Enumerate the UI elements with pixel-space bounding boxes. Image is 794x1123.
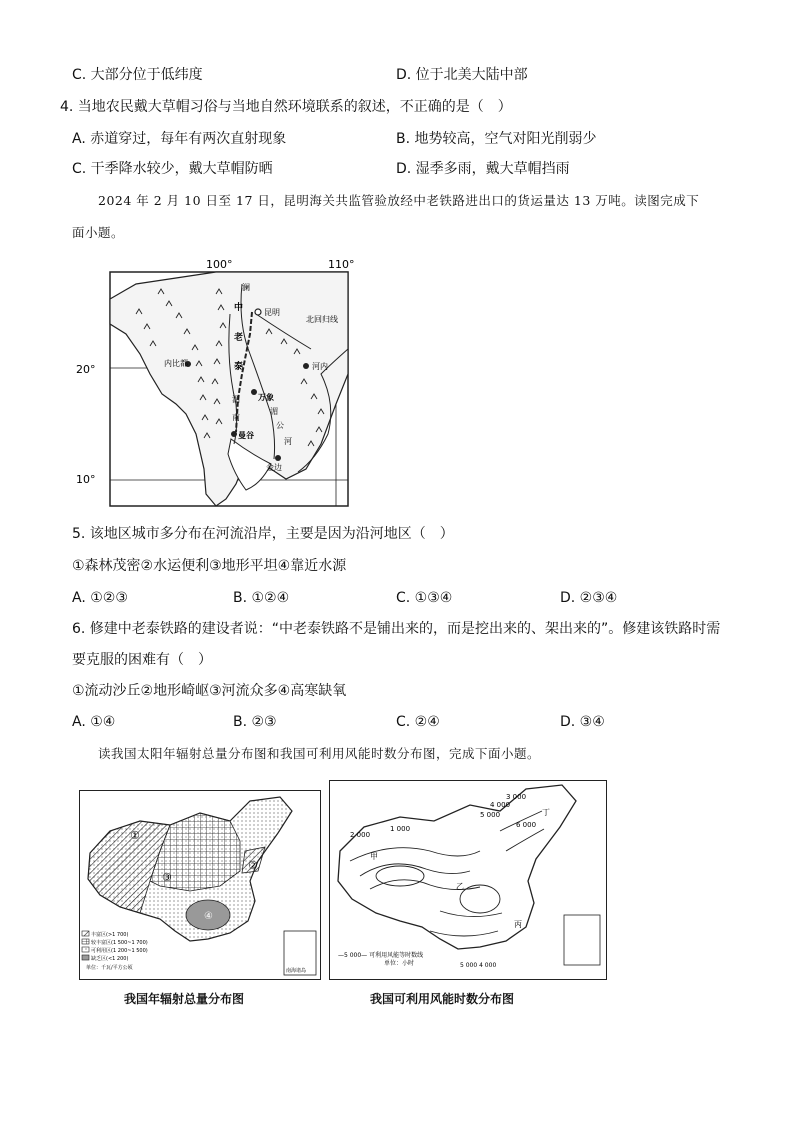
lon-100-label: 100° [206, 258, 233, 271]
wind-label-yi: 乙 [456, 882, 464, 891]
intro-paragraph-2: 读我国太阳年辐射总量分布图和我国可利用风能时数分布图，完成下面小题。 [98, 746, 541, 761]
legend-poor: 缺乏区(<1 200) [91, 956, 129, 962]
bangkok-label: 曼谷 [238, 431, 254, 440]
wind-label-5000-a: 5 000 [480, 811, 501, 819]
q5-option-d: D. ②③④ [560, 590, 618, 606]
wind-label-1000: 1 000 [390, 825, 411, 833]
solar-region-1: ① [130, 829, 140, 842]
naypyidaw-label: 内比都 [164, 359, 188, 368]
wind-label-ding: 丁 [542, 808, 550, 817]
intro-paragraph-1-line2: 面小题。 [72, 225, 125, 240]
tropic-label: 北回归线 [306, 315, 338, 324]
china-label: 中 [234, 303, 244, 313]
q6-option-b: B. ②③ [233, 714, 277, 730]
wind-bottom-values: 5 000 4 000 [460, 962, 497, 969]
q4-option-c: C. 干季降水较少，戴大草帽防晒 [72, 161, 273, 177]
solar-map-caption: 我国年辐射总量分布图 [124, 992, 245, 1006]
q6-items: ①流动沙丘②地形崎岖③河流众多④高寒缺氧 [72, 683, 347, 699]
lat-10-label: 10° [76, 473, 96, 486]
wind-unit: 单位：小时 [384, 960, 415, 967]
lat-20-label: 20° [76, 363, 96, 376]
wind-inset [564, 915, 600, 965]
q6-option-c: C. ②④ [396, 714, 440, 730]
q4-stem: 4. 当地农民戴大草帽习俗与当地自然环境联系的叙述，不正确的是（ ） [60, 99, 512, 115]
q6-option-a: A. ①④ [72, 714, 116, 730]
vientiane-label: 万象 [258, 393, 274, 402]
solar-region-3: ③ [162, 871, 172, 884]
southeast-asia-map [66, 254, 366, 512]
legend-fairly-rich: 较丰富区(1 500~1 700) [91, 940, 148, 946]
q3-option-c: C. 大部分位于低纬度 [72, 67, 203, 83]
q3-option-d: D. 位于北美大陆中部 [396, 67, 528, 83]
phnompenh-label: 金边 [266, 463, 282, 472]
legend-rich: 丰富区(>1 700) [91, 932, 129, 938]
q5-option-a: A. ①②③ [72, 590, 128, 606]
wind-label-6000: 6 000 [516, 821, 537, 829]
q4-option-b: B. 地势较高，空气对阳光削弱少 [396, 131, 597, 147]
kunming-label: 昆明 [264, 308, 280, 317]
wind-label-4000-a: 4 000 [490, 801, 511, 809]
solar-unit: 单位：千瓦/平方公顷 [86, 965, 133, 971]
q4-option-a: A. 赤道穿过，每年有两次直射现象 [72, 131, 287, 147]
mekong-label-3: 河 [284, 437, 292, 446]
q5-items: ①森林茂密②水运便利③地形平坦④靠近水源 [72, 558, 347, 574]
wind-label-bing: 丙 [514, 920, 522, 929]
wind-map-caption: 我国可利用风能时数分布图 [370, 992, 515, 1006]
wind-label-2000: 2 000 [350, 831, 371, 839]
intro-paragraph-1-line1: 2024 年 2 月 10 日至 17 日，昆明海关共监管验放经中老铁路进出口的货运量达 13 万吨。读图完成下 [98, 193, 700, 208]
solar-legend [82, 931, 148, 971]
q4-option-d: D. 湿季多雨，戴大草帽挡雨 [396, 161, 570, 177]
solar-region-2: ② [248, 859, 258, 872]
q5-option-c: C. ①③④ [396, 590, 453, 606]
chao-label-2: 南 [232, 413, 240, 422]
solar-region-4: ④ [204, 911, 213, 922]
laos-label: 老 [234, 333, 244, 343]
thailand-label: 泰 [234, 362, 244, 372]
wind-label-jia: 甲 [370, 852, 378, 861]
q6-stem-line1: 6. 修建中老泰铁路的建设者说：“中老泰铁路不是铺出来的，而是挖出来的、架出来的”。修建该铁路时需 [72, 621, 721, 637]
lancang-label: 澜 [242, 283, 250, 292]
inset-label: 南海诸岛 [286, 968, 307, 974]
wind-energy-map [329, 780, 607, 980]
solar-radiation-map [79, 790, 321, 980]
wind-label-3000-a: 3 000 [506, 793, 527, 801]
q6-stem-line2: 要克服的困难有（ ） [72, 652, 212, 668]
chao-label-1: 湄 [232, 395, 240, 404]
mekong-label-2: 公 [276, 421, 284, 430]
q6-option-d: D. ③④ [560, 714, 605, 730]
q5-option-b: B. ①②④ [233, 590, 290, 606]
mekong-label-1: 湄 [270, 407, 278, 416]
hanoi-label: 河内 [312, 362, 328, 371]
q5-stem: 5. 该地区城市多分布在河流沿岸，主要是因为沿河地区（ ） [72, 526, 454, 542]
lon-110-label: 110° [328, 258, 355, 271]
legend-usable: 可利用区(1 200~1 500) [91, 948, 148, 954]
wind-legend-line: —5 000— 可利用风能等时数线 [338, 952, 424, 959]
